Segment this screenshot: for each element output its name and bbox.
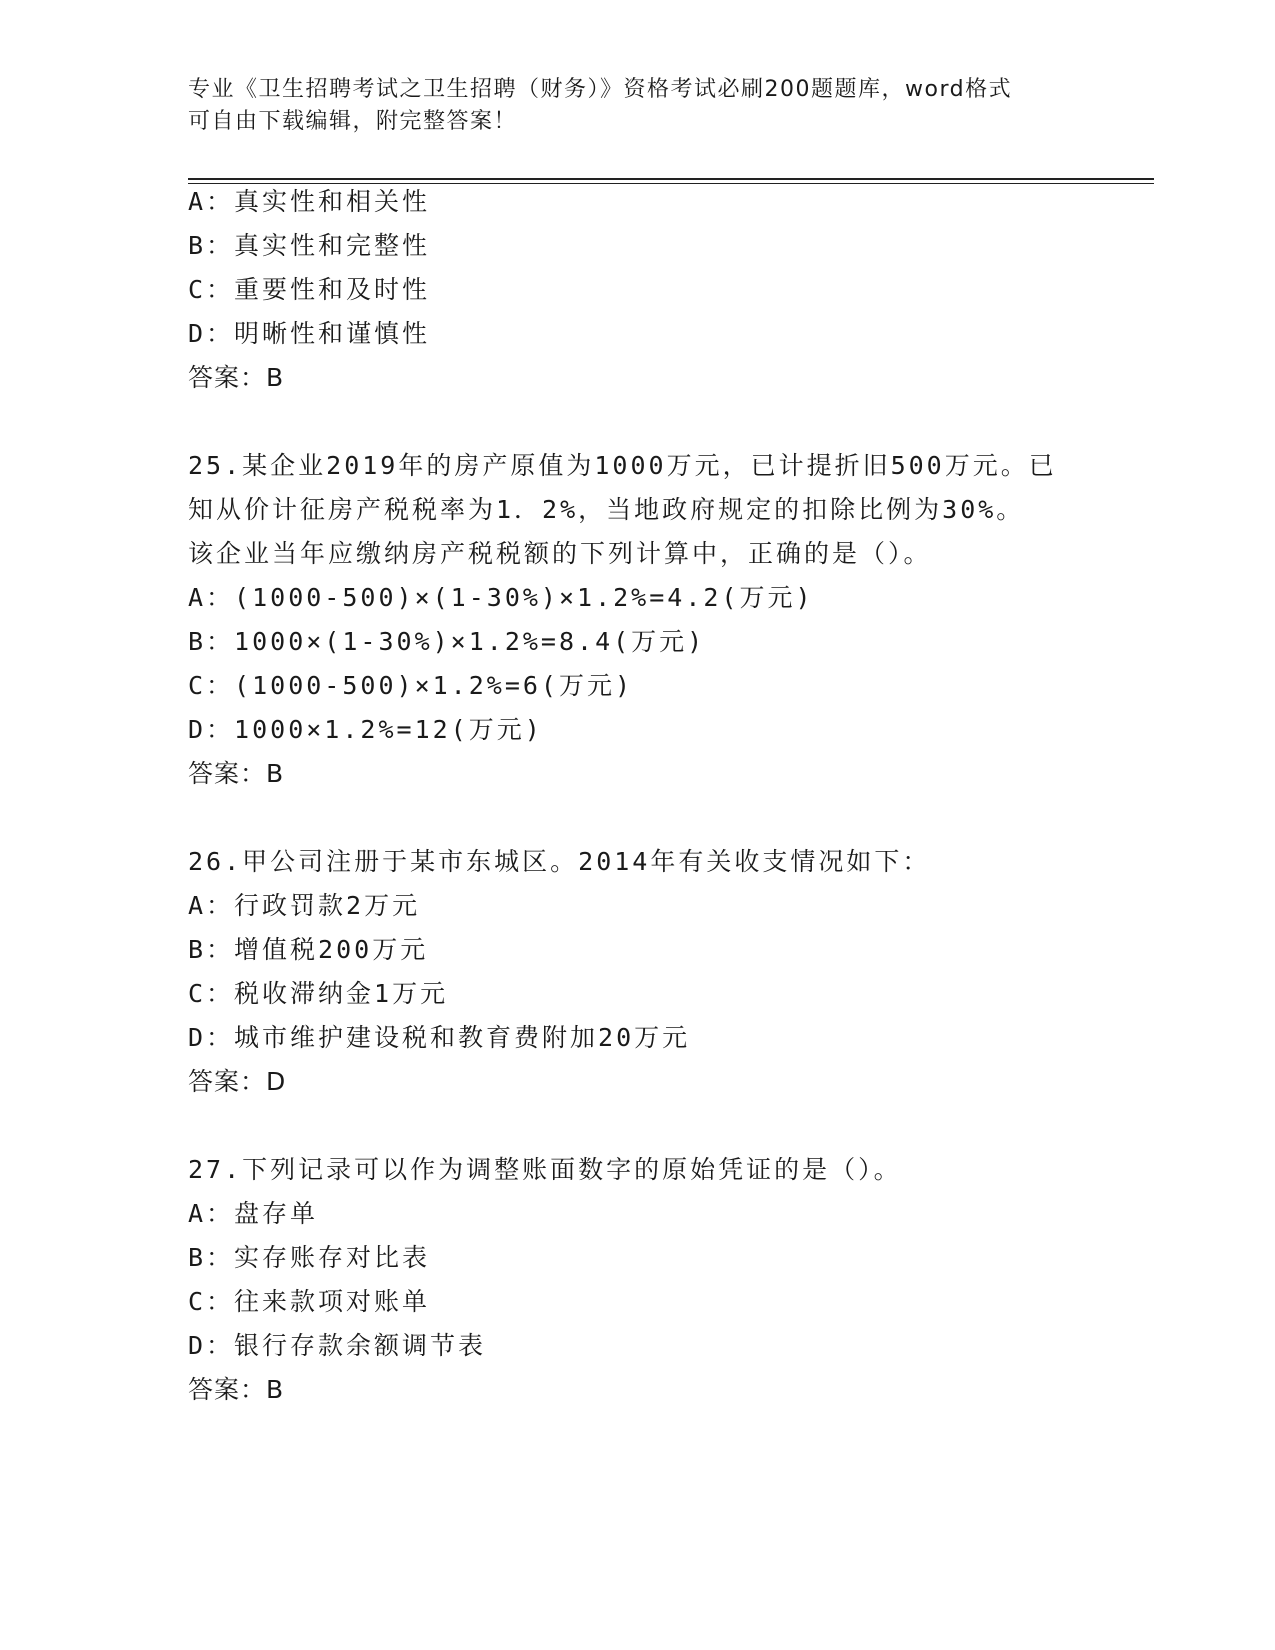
q24-answer: 答案：B bbox=[188, 363, 285, 392]
q27-option-a: A：盘存单 bbox=[188, 1199, 319, 1228]
q26-stem-line-1: 26.甲公司注册于某市东城区。2014年有关收支情况如下： bbox=[188, 847, 931, 876]
q26-answer: 答案：D bbox=[188, 1067, 287, 1096]
q26-option-d: D：城市维护建设税和教育费附加20万元 bbox=[188, 1023, 691, 1052]
header-rule-thin bbox=[188, 183, 1154, 184]
q25-option-d: D：1000×1.2%=12(万元) bbox=[188, 715, 543, 744]
header-rule-thick bbox=[188, 178, 1154, 180]
header-line-1: 专业《卫生招聘考试之卫生招聘（财务）》资格考试必刷200题题库，word格式 bbox=[188, 77, 1013, 102]
q25-option-b: B：1000×(1-30%)×1.2%=8.4(万元) bbox=[188, 627, 706, 656]
q25-option-a: A：(1000-500)×(1-30%)×1.2%=4.2(万元) bbox=[188, 583, 814, 612]
q27-option-d: D：银行存款余额调节表 bbox=[188, 1331, 487, 1360]
q25-stem-line-3: 该企业当年应缴纳房产税税额的下列计算中，正确的是（）。 bbox=[188, 539, 932, 568]
document-header bbox=[188, 74, 1088, 138]
q27-stem-line-1: 27.下列记录可以作为调整账面数字的原始凭证的是（）。 bbox=[188, 1155, 902, 1184]
q26-option-b: B：增值税200万元 bbox=[188, 935, 429, 964]
q24-option-c: C：重要性和及时性 bbox=[188, 275, 431, 304]
q26-option-c: C：税收滞纳金1万元 bbox=[188, 979, 449, 1008]
q25-stem-line-2: 知从价计征房产税税率为1．2%，当地政府规定的扣除比例为30%。 bbox=[188, 495, 1025, 524]
q27-option-c: C：往来款项对账单 bbox=[188, 1287, 431, 1316]
q25-stem-line-1: 25.某企业2019年的房产原值为1000万元，已计提折旧500万元。已 bbox=[188, 451, 1057, 480]
q24-option-a: A：真实性和相关性 bbox=[188, 187, 431, 216]
q24-option-d: D：明晰性和谨慎性 bbox=[188, 319, 431, 348]
header-line-2: 可自由下载编辑，附完整答案！ bbox=[188, 109, 518, 134]
q24-option-b: B：真实性和完整性 bbox=[188, 231, 431, 260]
q25-answer: 答案：B bbox=[188, 759, 285, 788]
q26-option-a: A：行政罚款2万元 bbox=[188, 891, 421, 920]
q27-option-b: B：实存账存对比表 bbox=[188, 1243, 431, 1272]
q27-answer: 答案：B bbox=[188, 1375, 285, 1404]
q25-option-c: C：(1000-500)×1.2%=6(万元) bbox=[188, 671, 634, 700]
